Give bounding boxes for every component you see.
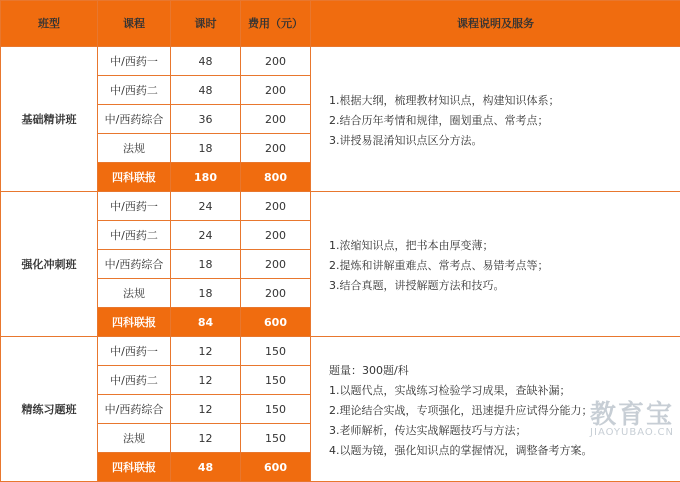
course-fee: 150 — [241, 424, 311, 453]
course-name: 中/西药二 — [98, 366, 171, 395]
course-name: 中/西药一 — [98, 47, 171, 76]
course-hours: 12 — [171, 366, 241, 395]
table-row — [1, 337, 680, 366]
course-hours: 24 — [171, 192, 241, 221]
class-name: 基础精讲班 — [1, 47, 98, 192]
description-line: 1.根据大纲，梳理教材知识点，构建知识体系； — [329, 91, 680, 111]
watermark-url: JIAOYUBAO.CN — [590, 428, 674, 438]
header-description: 课程说明及服务 — [311, 1, 680, 47]
table-header-row — [1, 1, 680, 47]
course-name: 中/西药一 — [98, 337, 171, 366]
course-fee: 200 — [241, 221, 311, 250]
subtotal-label: 四科联报 — [98, 453, 171, 482]
course-fee: 150 — [241, 337, 311, 366]
course-name: 中/西药综合 — [98, 250, 171, 279]
course-name: 中/西药综合 — [98, 105, 171, 134]
course-hours: 48 — [171, 47, 241, 76]
header-hours: 课时 — [171, 1, 241, 47]
description-line: 2.结合历年考情和规律，圈划重点、常考点； — [329, 111, 680, 131]
description-line: 2.提炼和讲解重难点、常考点、易错考点等； — [329, 256, 680, 276]
course-fee: 200 — [241, 192, 311, 221]
description-line: 3.结合真题，讲授解题方法和技巧。 — [329, 276, 680, 296]
course-hours: 18 — [171, 250, 241, 279]
class-name: 精练习题班 — [1, 337, 98, 482]
description-line: 1.以题代点，实战练习检验学习成果，查缺补漏； — [329, 381, 680, 401]
course-hours: 48 — [171, 76, 241, 105]
header-class: 班型 — [1, 1, 98, 47]
course-name: 法规 — [98, 424, 171, 453]
subtotal-fee: 600 — [241, 453, 311, 482]
description-line: 4.以题为镜，强化知识点的掌握情况，调整备考方案。 — [329, 441, 680, 461]
course-name: 法规 — [98, 279, 171, 308]
course-hours: 18 — [171, 134, 241, 163]
course-name: 中/西药二 — [98, 76, 171, 105]
course-name: 中/西药二 — [98, 221, 171, 250]
subtotal-fee: 800 — [241, 163, 311, 192]
description-line: 题量：300题/科 — [329, 361, 680, 381]
subtotal-hours: 48 — [171, 453, 241, 482]
course-hours: 36 — [171, 105, 241, 134]
description-line: 3.老师解析，传达实战解题技巧与方法； — [329, 421, 680, 441]
course-fee: 150 — [241, 395, 311, 424]
class-name: 强化冲刺班 — [1, 192, 98, 337]
subtotal-hours: 180 — [171, 163, 241, 192]
course-hours: 24 — [171, 221, 241, 250]
table-row — [1, 47, 680, 76]
course-hours: 12 — [171, 337, 241, 366]
course-description — [311, 47, 680, 192]
course-fee: 200 — [241, 250, 311, 279]
table-row — [1, 192, 680, 221]
course-hours: 18 — [171, 279, 241, 308]
subtotal-label: 四科联报 — [98, 163, 171, 192]
watermark-title: 教育宝 — [590, 402, 674, 428]
course-description — [311, 192, 680, 337]
header-fee: 费用（元） — [241, 1, 311, 47]
course-name: 中/西药一 — [98, 192, 171, 221]
course-fee: 200 — [241, 279, 311, 308]
watermark-logo — [590, 402, 674, 438]
course-fee: 200 — [241, 76, 311, 105]
subtotal-label: 四科联报 — [98, 308, 171, 337]
description-line: 2.理论结合实战，专项强化，迅速提升应试得分能力； — [329, 401, 680, 421]
header-course: 课程 — [98, 1, 171, 47]
course-name: 中/西药综合 — [98, 395, 171, 424]
course-fee: 200 — [241, 47, 311, 76]
subtotal-hours: 84 — [171, 308, 241, 337]
course-fee: 200 — [241, 134, 311, 163]
description-line: 3.讲授易混淆知识点区分方法。 — [329, 131, 680, 151]
subtotal-fee: 600 — [241, 308, 311, 337]
course-hours: 12 — [171, 395, 241, 424]
course-hours: 12 — [171, 424, 241, 453]
course-name: 法规 — [98, 134, 171, 163]
course-fee: 150 — [241, 366, 311, 395]
description-line: 1.浓缩知识点，把书本由厚变薄； — [329, 236, 680, 256]
course-fee: 200 — [241, 105, 311, 134]
